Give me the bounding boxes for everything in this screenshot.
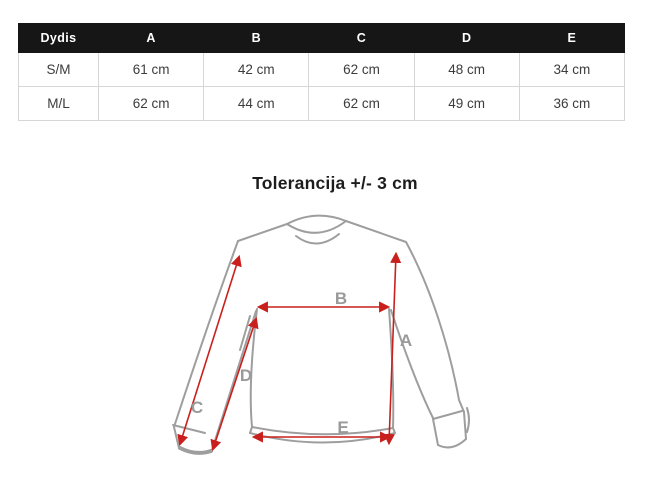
label-c: C [190,398,204,417]
left-cuff-opening [180,448,211,453]
right-cuff-fold-line [467,408,469,432]
collar-band-line [296,234,339,244]
label-a: A [399,331,413,350]
measurement-arrows [180,254,396,449]
collar-outer-line [287,216,346,224]
label-b: B [334,289,348,308]
size-label: M/L [19,87,99,121]
measure-arrow-c [180,257,239,444]
right-cuff-band-line [433,411,462,419]
table-cell: 62 cm [309,53,414,87]
table-header-e: E [519,24,624,53]
table-cell: 34 cm [519,53,624,87]
size-table-header-row [19,24,625,53]
table-cell: 61 cm [99,53,204,87]
table-header-c: C [309,24,414,53]
table-row-sm [19,53,625,87]
table-cell: 62 cm [309,87,414,121]
label-d: D [239,366,253,385]
table-header-dydis: Dydis [19,24,99,53]
table-cell: 62 cm [99,87,204,121]
label-e: E [337,418,349,437]
hem-top-line [252,427,393,434]
right-cuff-opening [438,439,466,447]
right-sleeve-inner-line [391,310,433,418]
tolerance-title: Tolerancija +/- 3 cm [252,173,418,193]
shirt-outline [173,216,469,453]
table-cell: 42 cm [204,53,309,87]
table-row-ml [19,87,625,121]
garment-measurement-diagram [0,195,650,485]
table-header-b: B [204,24,309,53]
table-cell: 44 cm [204,87,309,121]
table-cell: 36 cm [519,87,624,121]
table-cell: 49 cm [414,87,519,121]
table-cell: 48 cm [414,53,519,87]
right-sleeve-outer-line [406,242,464,412]
table-header-d: D [414,24,519,53]
left-cuff-band-line [173,425,205,433]
collar-inner-line [287,221,346,233]
left-shoulder-line [238,224,287,241]
table-header-a: A [99,24,204,53]
size-label: S/M [19,53,99,87]
size-table [18,23,625,121]
right-shoulder-line [346,221,406,242]
left-cuff-side-line [174,427,179,448]
